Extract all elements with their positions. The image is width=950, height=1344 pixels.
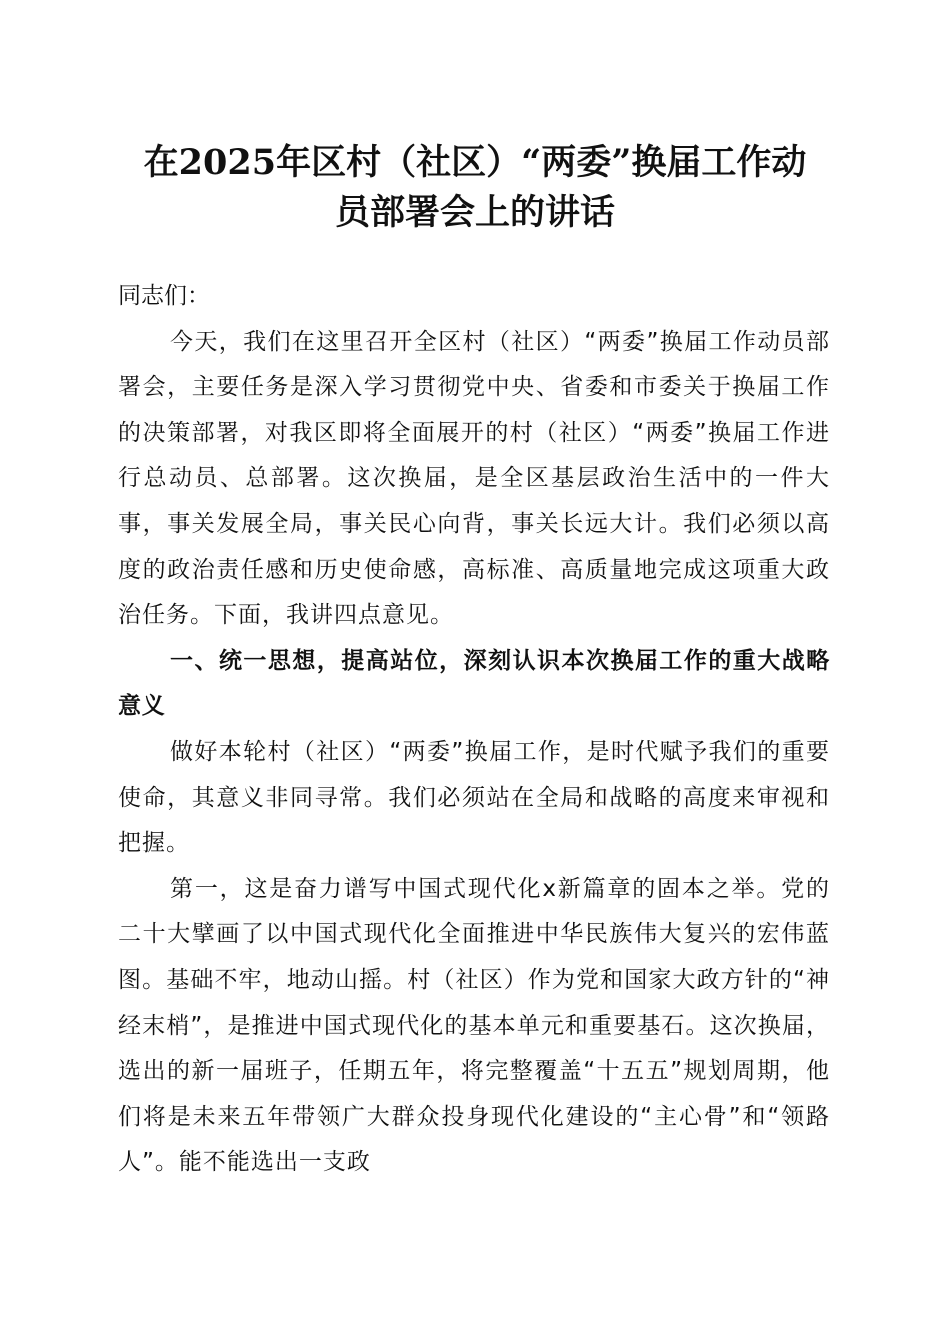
document-title (110, 138, 840, 238)
title-line-2: 员部署会上的讲话 (334, 192, 615, 233)
paragraph-significance: 做好本轮村（社区）“两委”换届工作，是时代赋予我们的重要使命，其意义非同寻常。我们必须站在全局和战略的高度来审视和把握。 (118, 738, 830, 857)
document-body (118, 274, 830, 1186)
paragraph-first-point: 第一，这是奋力谱写中国式现代化x新篇章的固本之举。党的二十大擘画了以中国式现代化全面推进中华民族伟大复兴的宏伟蓝图。基础不牢，地动山摇。村（社区）作为党和国家大政方针的“神经末梢”，是推进中国式现代化的基本单元和重要基石。这次换届，选出的新一届班子，任期五年，将完整覆盖“十五五”规划周期，他们将是未来五年带领广大群众投身现代化建设的“主心骨”和“领路人”。能不能选出一支政 (118, 875, 830, 1176)
title-line-1: 在2025年区村（社区）“两委”换届工作动 (143, 142, 807, 183)
paragraph-intro: 今天，我们在这里召开全区村（社区）“两委”换届工作动员部署会，主要任务是深入学习贯彻党中央、省委和市委关于换届工作的决策部署，对我区即将全面展开的村（社区）“两委”换届工作进行总动员、总部署。这次换届，是全区基层政治生活中的一件大事，事关发展全局，事关民心向背，事关长远大计。我们必须以高度的政治责任感和历史使命感，高标准、高质量地完成这项重大政治任务。下面，我讲四点意见。 (118, 328, 830, 629)
salutation: 同志们： (118, 283, 210, 309)
section-heading-1: 一、统一思想，提高站位，深刻认识本次换届工作的重大战略意义 (118, 647, 830, 720)
